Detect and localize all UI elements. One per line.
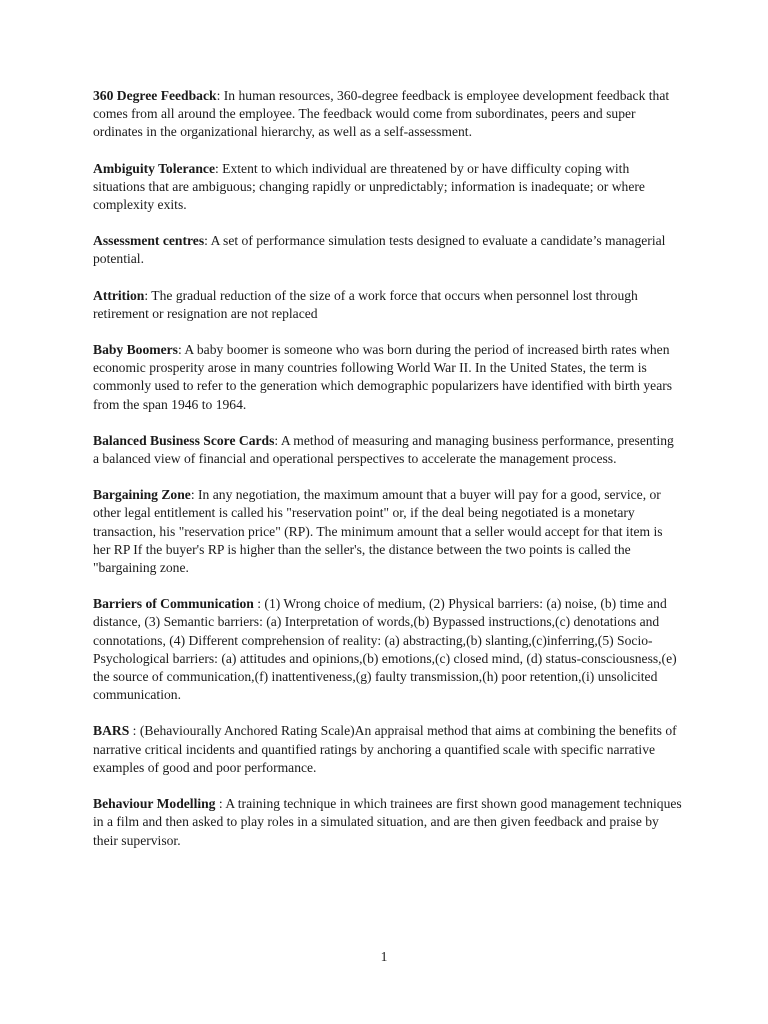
entry-definition: A method of measuring and managing business performance, presenting a balanced view of financial and operational perspectives to accelerate the management process. <box>93 432 674 467</box>
entry-definition: A set of performance simulation tests designed to evaluate a candidate’s managerial potential. <box>93 233 666 267</box>
entry-separator: : <box>216 88 224 103</box>
entry-definition: (Behaviourally Anchored Rating Scale)An appraisal method that aims at combining the benefits of narrative critical incidents and quantified ratings by anchoring a quantified scale with specific narrative examples of good and poor performance. <box>93 723 677 775</box>
entry-term: Attrition <box>93 287 145 303</box>
entry-term: Bargaining Zone <box>93 487 191 503</box>
entry-separator: : <box>253 596 265 612</box>
entry-term: Barriers of Communication <box>93 596 254 612</box>
page-number: 1 <box>380 949 388 964</box>
entry-term: Assessment centres <box>93 233 205 249</box>
glossary-entry <box>93 722 683 777</box>
entry-separator: : <box>215 796 226 812</box>
glossary-entry <box>93 795 683 850</box>
entry-separator: : <box>214 160 223 176</box>
entry-term: Baby Boomers <box>93 342 178 358</box>
entry-definition: A baby boomer is someone who was born during the period of increased birth rates when economic prosperity arose in many countries following World War II. In the United States, the term is commonly used to refer to the generation which demographic popularizers have identified with birth years from the span 1946 to 1964. <box>93 342 673 412</box>
glossary-entry <box>93 432 683 468</box>
entry-separator: : <box>204 233 211 249</box>
entry-term: 360 Degree Feedback <box>93 88 217 103</box>
entry-definition: A training technique in which trainees are first shown good management techniques in a film and then asked to play roles in a simulated situation, and are then given feedback and praise by their supervisor. <box>93 796 682 848</box>
entry-separator: : <box>190 487 199 503</box>
entry-definition: In human resources, 360-degree feedback is employee development feedback that comes from all around the employee. The feedback would come from subordinates, peers and super ordinates in the organizational hierarchy, as well as a self-assessment. <box>93 88 670 140</box>
glossary-entry <box>93 232 683 268</box>
entry-separator: : <box>274 432 281 448</box>
glossary-entry <box>93 341 683 414</box>
entry-term: BARS <box>93 723 130 739</box>
entry-definition: (1) Wrong choice of medium, (2) Physical barriers: (a) noise, (b) time and distance, (3) Semantic barriers: (a) Interpretation of words,(b) Bypassed instructions,(c) denotations and connotations, (4) Different comprehension of reality: (a) abstracting,(b) slanting,(c)inferring,(5) Socio-Psychological barriers: (a) attitudes and opinions,(b) emotions,(c) closed mind, (d) status-consciousness,(e) the source of communication,(f) inattentiveness,(g) faulty transmission,(h) poor retention,(i) unsolicited communication. <box>93 596 677 703</box>
glossary-entry <box>93 486 683 577</box>
entry-separator: : <box>129 723 140 739</box>
entry-definition: Extent to which individual are threatened by or have difficulty coping with situations that are ambiguous; changing rapidly or unpredictably; information is inadequate; or where complexity exits. <box>93 160 645 213</box>
entry-term: Behaviour Modelling <box>93 796 216 812</box>
entry-separator: : <box>144 287 152 303</box>
entry-definition: In any negotiation, the maximum amount that a buyer will pay for a good, service, or other legal entitlement is called his "reservation point" or, if the deal being negotiated is a monetary transaction, his "reservation price" (RP). The minimum amount that a seller would accept for that item is her RP If the buyer's RP is higher than the seller's, the distance between the two points is called the "bargaining zone. <box>93 487 663 576</box>
entry-term: Balanced Business Score Cards <box>93 432 275 448</box>
entry-term: Ambiguity Tolerance <box>93 160 215 176</box>
glossary-page <box>93 87 683 868</box>
glossary-entry <box>93 87 683 142</box>
entry-separator: : <box>177 342 185 358</box>
entry-definition: The gradual reduction of the size of a work force that occurs when personnel lost through retirement or resignation are not replaced <box>93 287 638 321</box>
glossary-entry <box>93 287 683 323</box>
glossary-entry <box>93 595 683 704</box>
glossary-entry <box>93 160 683 215</box>
